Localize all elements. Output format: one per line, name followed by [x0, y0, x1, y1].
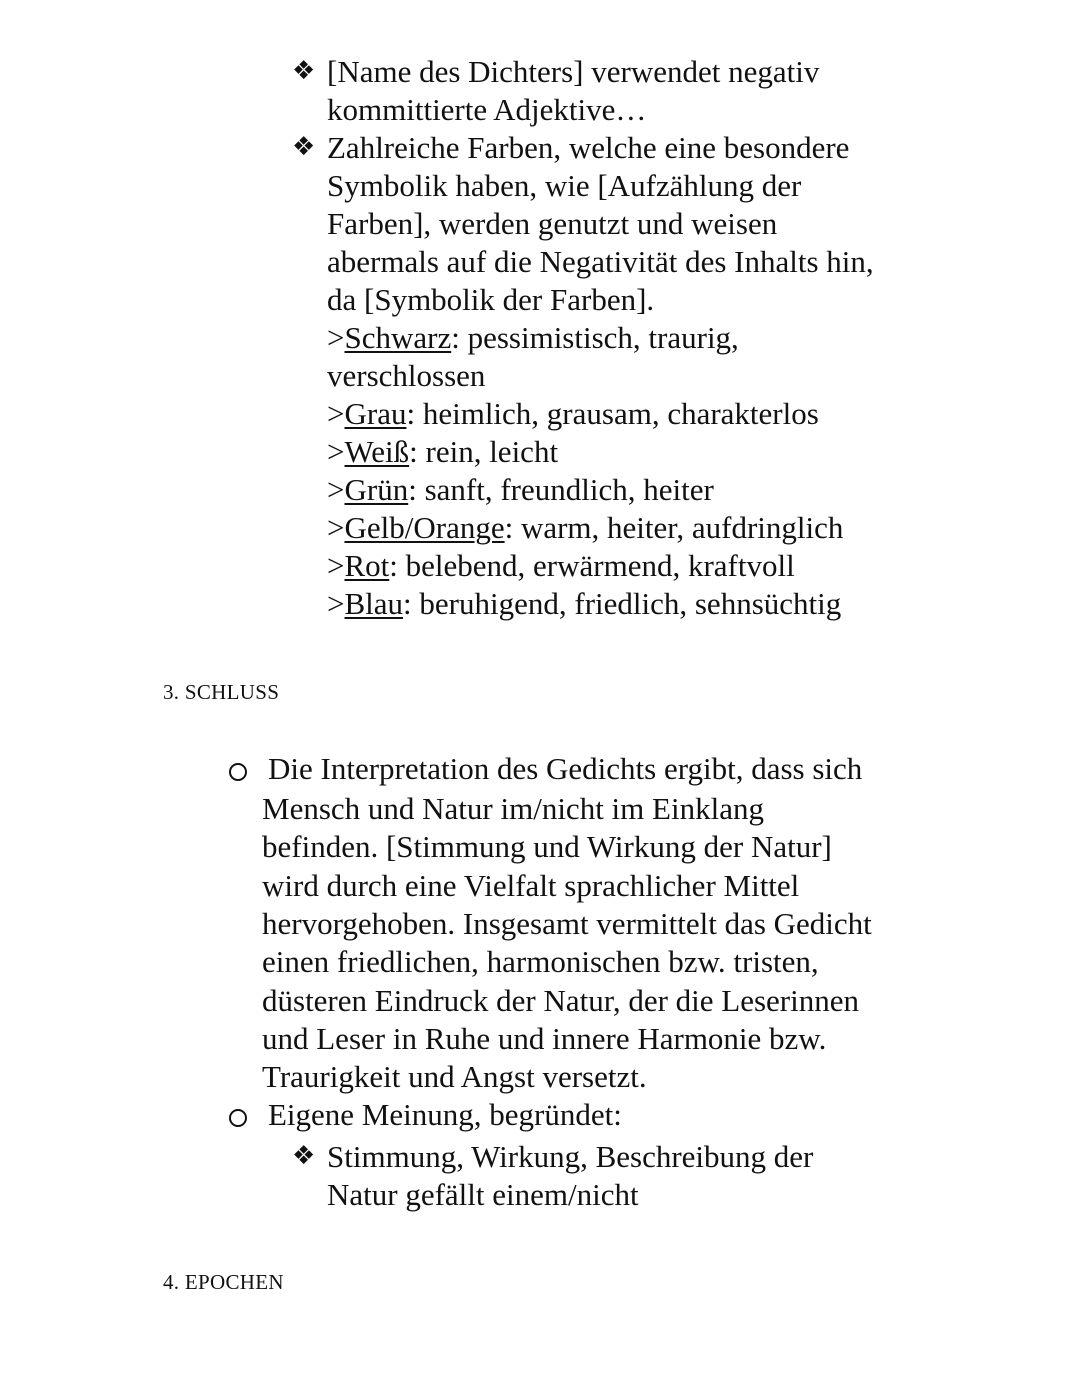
- arrow: >: [327, 472, 345, 507]
- schluss-item1-line: düsteren Eindruck der Natur, der die Leserinnen: [262, 983, 859, 1018]
- color-desc: : rein, leicht: [409, 434, 559, 469]
- color-name: Rot: [344, 548, 390, 583]
- section-heading-schluss: 3. SCHLUSS: [163, 680, 280, 704]
- color-name: Weiß: [344, 434, 410, 469]
- color-name: Grün: [344, 472, 409, 507]
- color-name: Blau: [344, 586, 404, 621]
- color-desc: : sanft, freundlich, heiter: [408, 472, 714, 507]
- schluss-item1-line: und Leser in Ruhe und innere Harmonie bzw.: [262, 1021, 827, 1056]
- color-item-schwarz: [327, 319, 739, 357]
- bullet2-line: abermals auf die Negativität des Inhalts hin,: [327, 244, 874, 279]
- color-item-gruen: [327, 471, 714, 509]
- color-item-gelb-orange: [327, 509, 843, 547]
- color-name: Grau: [344, 396, 407, 431]
- arrow: >: [327, 548, 345, 583]
- schluss-item1-line: Mensch und Natur im/nicht im Einklang: [262, 791, 764, 826]
- bullet1-line: [Name des Dichters] verwendet negativ: [327, 54, 820, 89]
- color-item-blau: [327, 585, 841, 623]
- color-desc: : beruhigend, friedlich, sehnsüchtig: [403, 586, 842, 621]
- schluss-item1-line: einen friedlichen, harmonischen bzw. tristen,: [262, 944, 819, 979]
- color-desc: : belebend, erwärmend, kraftvoll: [389, 548, 795, 583]
- circle-bullet-icon: [229, 763, 247, 781]
- arrow: >: [327, 434, 345, 469]
- color-item-rot: [327, 547, 795, 585]
- bullet2-line: Farben], werden genutzt und weisen: [327, 206, 778, 241]
- color-desc: : warm, heiter, aufdringlich: [504, 510, 844, 545]
- color-item-grau: [327, 395, 819, 433]
- schluss-item1-line: wird durch eine Vielfalt sprachlicher Mittel: [262, 868, 800, 903]
- schluss-item1-line: hervorgehoben. Insgesamt vermittelt das Gedicht: [262, 906, 872, 941]
- bullet1-line: kommittierte Adjektive…: [327, 92, 647, 127]
- diamond-bullet-icon: ❖: [292, 132, 316, 162]
- schluss-item1-line: Traurigkeit und Angst versetzt.: [262, 1059, 647, 1094]
- bullet2-line: da [Symbolik der Farben].: [327, 282, 655, 317]
- bullet2-line: Zahlreiche Farben, welche eine besondere: [327, 130, 850, 165]
- arrow: >: [327, 396, 345, 431]
- arrow: >: [327, 510, 345, 545]
- schluss-item2-line: Eigene Meinung, begründet:: [268, 1097, 622, 1132]
- color-desc: : heimlich, grausam, charakterlos: [406, 396, 819, 431]
- color-name: Schwarz: [344, 320, 452, 355]
- circle-bullet-icon: [229, 1109, 247, 1127]
- arrow: >: [327, 586, 345, 621]
- diamond-bullet-icon: ❖: [292, 1141, 316, 1171]
- schluss-item1-line: befinden. [Stimmung und Wirkung der Natur]: [262, 829, 832, 864]
- schluss-sub-line: Natur gefällt einem/nicht: [327, 1177, 639, 1212]
- section-heading-epochen: 4. EPOCHEN: [163, 1270, 284, 1294]
- color-item-schwarz-cont: verschlossen: [327, 358, 486, 393]
- schluss-item1-line: Die Interpretation des Gedichts ergibt, dass sich: [268, 751, 863, 786]
- bullet2-line: Symbolik haben, wie [Aufzählung der: [327, 168, 802, 203]
- arrow: >: [327, 320, 345, 355]
- color-item-weiss: [327, 433, 558, 471]
- color-desc: : pessimistisch, traurig,: [451, 320, 739, 355]
- color-name: Gelb/Orange: [344, 510, 505, 545]
- diamond-bullet-icon: ❖: [292, 56, 316, 86]
- schluss-sub-line: Stimmung, Wirkung, Beschreibung der: [327, 1139, 814, 1174]
